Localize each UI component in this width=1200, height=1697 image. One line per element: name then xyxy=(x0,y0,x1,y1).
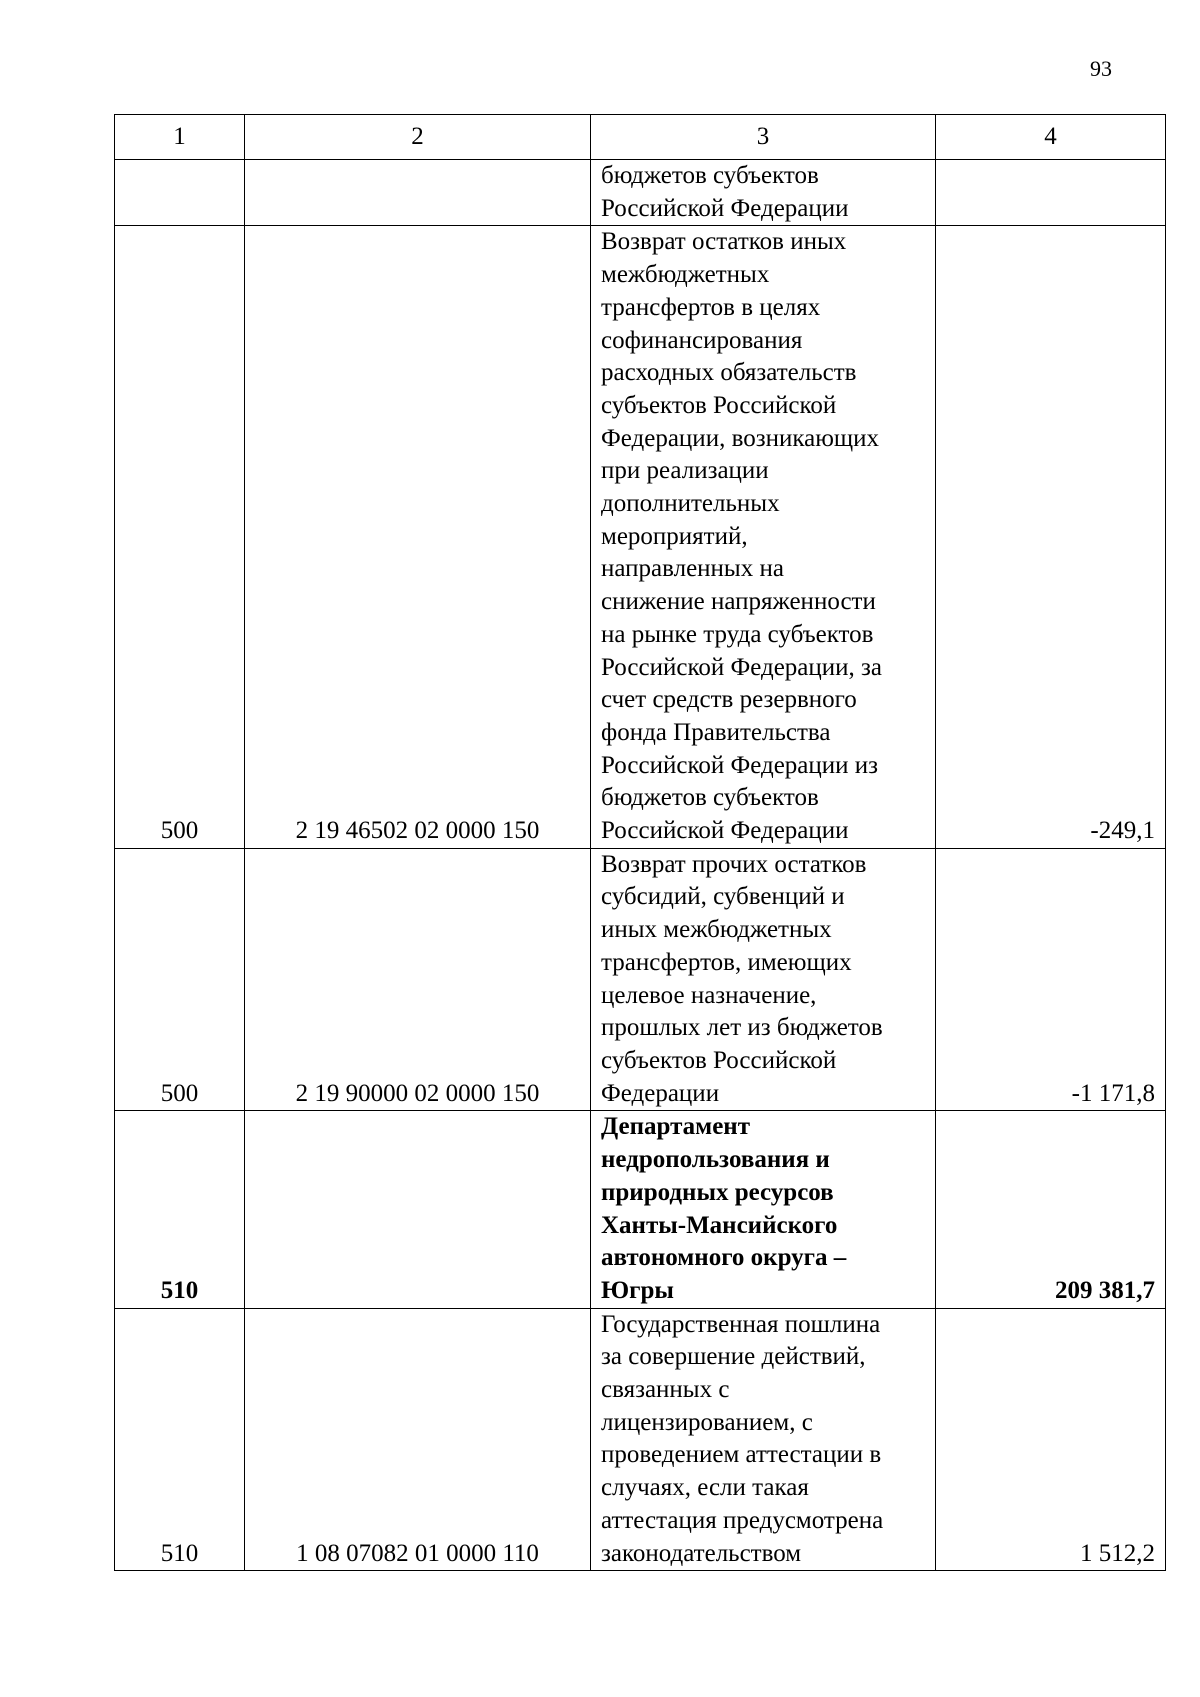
amount-cell xyxy=(936,160,1166,226)
description-cell: Возврат остатков иных межбюджетных трансфертов в целях софинансирования расходных обязательств субъектов Российской Федерации, возникающих при реализации дополнительных мероприятий, направленных на снижение напряженности на рынке труда субъектов Российской Федерации, за счет средств резервного фонда Правительства Российской Федерации из бюджетов субъектов Российской Федерации xyxy=(591,226,936,848)
table-header-row xyxy=(115,115,1166,160)
admin-code-cell: 510 xyxy=(115,1308,245,1571)
budget-code-cell xyxy=(245,1111,591,1308)
description-cell: Государственная пошлина за совершение действий, связанных с лицензированием, с проведением аттестации в случаях, если такая аттестация предусмотрена законодательством xyxy=(591,1308,936,1571)
description-cell: Департамент недропользования и природных ресурсов Ханты-Мансийского автономного округа – Югры xyxy=(591,1111,936,1308)
amount-cell: -1 171,8 xyxy=(936,848,1166,1111)
table-row xyxy=(115,1111,1166,1308)
amount-cell: -249,1 xyxy=(936,226,1166,848)
description-cell: бюджетов субъектов Российской Федерации xyxy=(591,160,936,226)
column-header-1: 1 xyxy=(115,115,245,160)
admin-code-cell xyxy=(115,160,245,226)
table-row xyxy=(115,848,1166,1111)
admin-code-cell: 510 xyxy=(115,1111,245,1308)
budget-code-cell xyxy=(245,160,591,226)
admin-code-cell: 500 xyxy=(115,848,245,1111)
table-row xyxy=(115,160,1166,226)
budget-table xyxy=(114,114,1166,1571)
column-header-4: 4 xyxy=(936,115,1166,160)
description-cell: Возврат прочих остатков субсидий, субвенций и иных межбюджетных трансфертов, имеющих целевое назначение, прошлых лет из бюджетов субъектов Российской Федерации xyxy=(591,848,936,1111)
table-row xyxy=(115,226,1166,848)
table-row xyxy=(115,1308,1166,1571)
amount-cell: 209 381,7 xyxy=(936,1111,1166,1308)
admin-code-cell: 500 xyxy=(115,226,245,848)
column-header-3: 3 xyxy=(591,115,936,160)
column-header-2: 2 xyxy=(245,115,591,160)
budget-code-cell: 1 08 07082 01 0000 110 xyxy=(245,1308,591,1571)
budget-code-cell: 2 19 46502 02 0000 150 xyxy=(245,226,591,848)
page-number: 93 xyxy=(1090,56,1112,81)
budget-code-cell: 2 19 90000 02 0000 150 xyxy=(245,848,591,1111)
amount-cell: 1 512,2 xyxy=(936,1308,1166,1571)
